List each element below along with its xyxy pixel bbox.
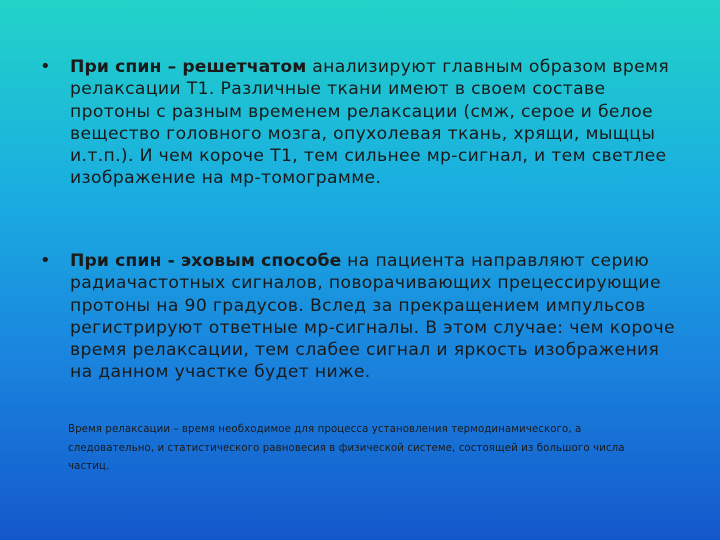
bullet-bold-lead: При спин – решетчатом bbox=[70, 57, 307, 77]
bullet-body: анализируют главным образом время релаксации Т1. Различные ткани имеют в своем составе протоны с разным временем релаксации (смж, серое и белое вещество головного мозга, опухолевая ткань, хрящи, мыщцы и.т.п.). И чем короче Т1, тем сильнее мр-сигнал, и тем светлее изображение на мр-томограмме. bbox=[70, 57, 670, 189]
footnote-definition: Время релаксации – время необходимое для процесса установления термодинамического, а следовательно, и статистического равновесия в физической системе, состоящей из большого числа частиц. bbox=[68, 424, 625, 472]
bullet-item-spin-echo bbox=[40, 250, 680, 384]
bullet-bold-lead: При спин - эховым способе bbox=[70, 251, 342, 271]
bullet-text bbox=[70, 250, 680, 384]
bullet-marker: • bbox=[40, 56, 51, 77]
bullet-marker: • bbox=[40, 250, 51, 271]
bullet-body: на пациента направляют серию радиачастотных сигналов, поворачивающих прецессирующие протоны на 90 градусов. Вслед за прекращением импульсов регистрируют ответные мр-сигналы. В этом случае: чем короче время релаксации, тем слабее сигнал и яркость изображения на данном участке будет ниже. bbox=[70, 251, 675, 383]
bullet-text bbox=[70, 56, 680, 190]
bullet-item-spin-lattice bbox=[40, 56, 680, 190]
